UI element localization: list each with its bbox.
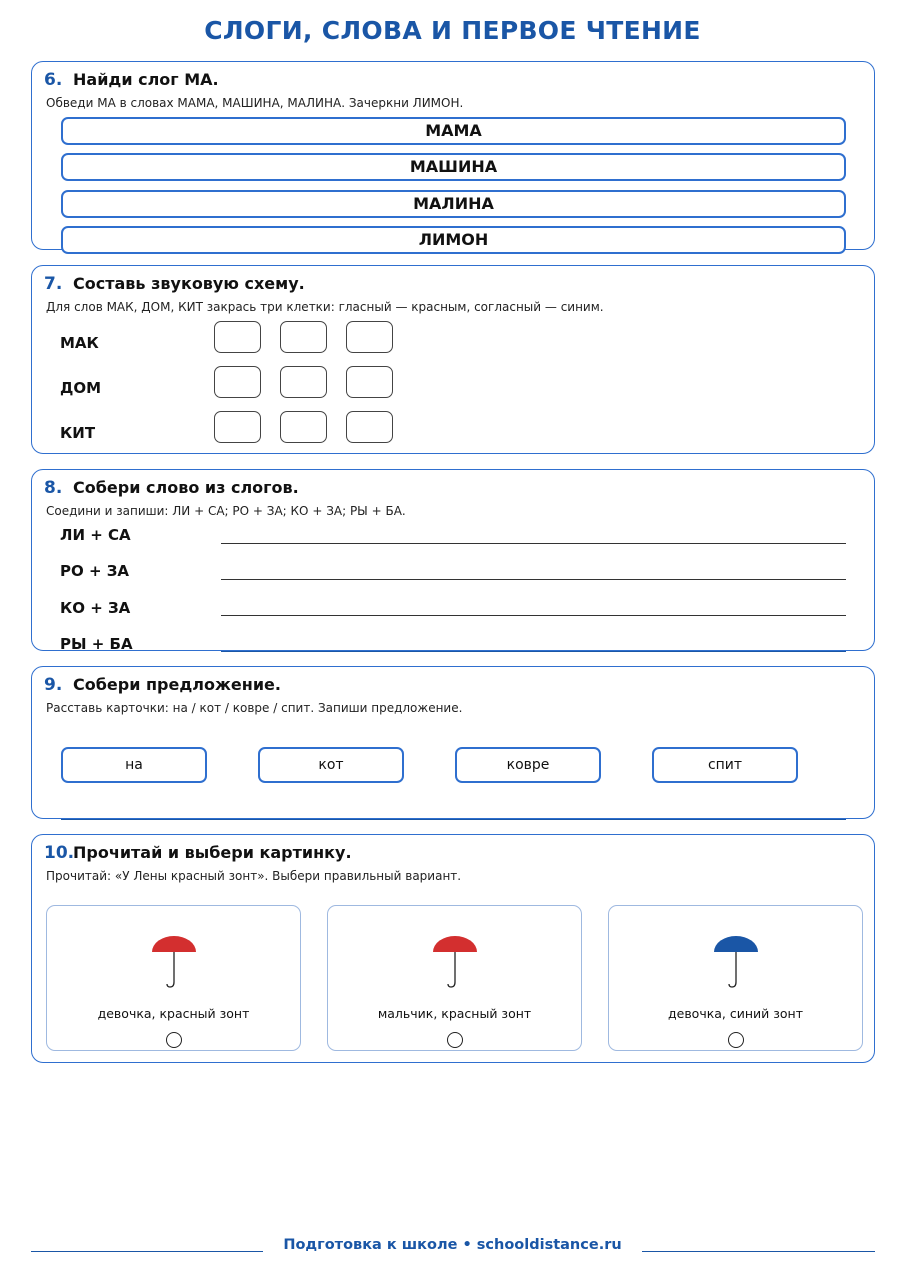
word-mashina[interactable]: МАШИНА — [61, 153, 846, 181]
scheme-word-dom: ДОМ — [60, 379, 102, 397]
task-9 — [31, 666, 875, 819]
syllable-pair: РО + ЗА — [60, 562, 130, 580]
umbrella-icon — [711, 936, 761, 990]
sound-cell[interactable] — [346, 321, 393, 353]
task-title: Найди слог МА. — [73, 70, 219, 89]
task-instruction: Прочитай: «У Лены красный зонт». Выбери правильный вариант. — [46, 869, 462, 883]
task-10-header — [44, 843, 352, 863]
umbrella-icon — [149, 936, 199, 990]
answer-radio[interactable] — [447, 1032, 463, 1048]
word-card-spit[interactable]: спит — [652, 747, 798, 783]
word-card-kovre[interactable]: ковре — [455, 747, 601, 783]
sound-cell[interactable] — [280, 366, 327, 398]
answer-line[interactable] — [221, 651, 846, 652]
picture-option-2[interactable] — [327, 905, 582, 1051]
answer-line[interactable] — [221, 579, 846, 580]
picture-option-3[interactable] — [608, 905, 863, 1051]
page-title: СЛОГИ, СЛОВА И ПЕРВОЕ ЧТЕНИЕ — [204, 16, 701, 45]
word-mama[interactable]: МАМА — [61, 117, 846, 145]
task-number: 10. — [44, 843, 75, 863]
task-title: Составь звуковую схему. — [73, 274, 305, 293]
answer-radio[interactable] — [728, 1032, 744, 1048]
sound-cell[interactable] — [214, 321, 261, 353]
task-instruction: Соедини и запиши: ЛИ + СА; РО + ЗА; КО + ЗА; РЫ + БА. — [46, 504, 406, 518]
task-7 — [31, 265, 875, 454]
task-7-header — [44, 274, 305, 294]
task-number: 6. — [44, 70, 63, 90]
picture-caption: девочка, синий зонт — [667, 1006, 804, 1021]
sound-cell[interactable] — [214, 411, 261, 443]
scheme-word-kit: КИТ — [60, 424, 96, 442]
task-title: Собери слово из слогов. — [73, 478, 299, 497]
word-limon[interactable]: ЛИМОН — [61, 226, 846, 254]
task-number: 8. — [44, 478, 63, 498]
task-title: Прочитай и выбери картинку. — [73, 843, 352, 862]
word-card-na[interactable]: на — [61, 747, 207, 783]
umbrella-icon — [430, 936, 480, 990]
answer-radio[interactable] — [166, 1032, 182, 1048]
picture-option-1[interactable] — [46, 905, 301, 1051]
sound-cell[interactable] — [346, 366, 393, 398]
scheme-word-mak: МАК — [60, 334, 99, 352]
task-6 — [31, 61, 875, 250]
picture-caption: мальчик, красный зонт — [377, 1006, 532, 1021]
task-instruction: Для слов МАК, ДОМ, КИТ закрась три клетки: гласный — красным, согласный — синим. — [46, 300, 604, 314]
sound-cell[interactable] — [346, 411, 393, 443]
task-number: 9. — [44, 675, 63, 695]
syllable-pair: КО + ЗА — [60, 599, 131, 617]
word-card-kot[interactable]: кот — [258, 747, 404, 783]
task-title: Собери предложение. — [73, 675, 281, 694]
task-8-header — [44, 478, 299, 498]
syllable-pair: ЛИ + СА — [60, 526, 131, 544]
answer-line[interactable] — [61, 819, 846, 820]
sound-cell[interactable] — [280, 321, 327, 353]
answer-line[interactable] — [221, 543, 846, 544]
task-number: 7. — [44, 274, 63, 294]
task-6-header — [44, 70, 219, 90]
task-10 — [31, 834, 875, 1063]
task-instruction: Расставь карточки: на / кот / ковре / спит. Запиши предложение. — [46, 701, 463, 715]
task-9-header — [44, 675, 281, 695]
task-instruction: Обведи МА в словах МАМА, МАШИНА, МАЛИНА. Зачеркни ЛИМОН. — [46, 96, 464, 110]
picture-caption: девочка, красный зонт — [97, 1006, 250, 1021]
sound-cell[interactable] — [214, 366, 261, 398]
answer-line[interactable] — [221, 615, 846, 616]
syllable-pair: РЫ + БА — [60, 635, 133, 653]
footer-text: Подготовка к школе • schooldistance.ru — [283, 1237, 622, 1253]
sound-cell[interactable] — [280, 411, 327, 443]
task-8 — [31, 469, 875, 651]
word-malina[interactable]: МАЛИНА — [61, 190, 846, 218]
